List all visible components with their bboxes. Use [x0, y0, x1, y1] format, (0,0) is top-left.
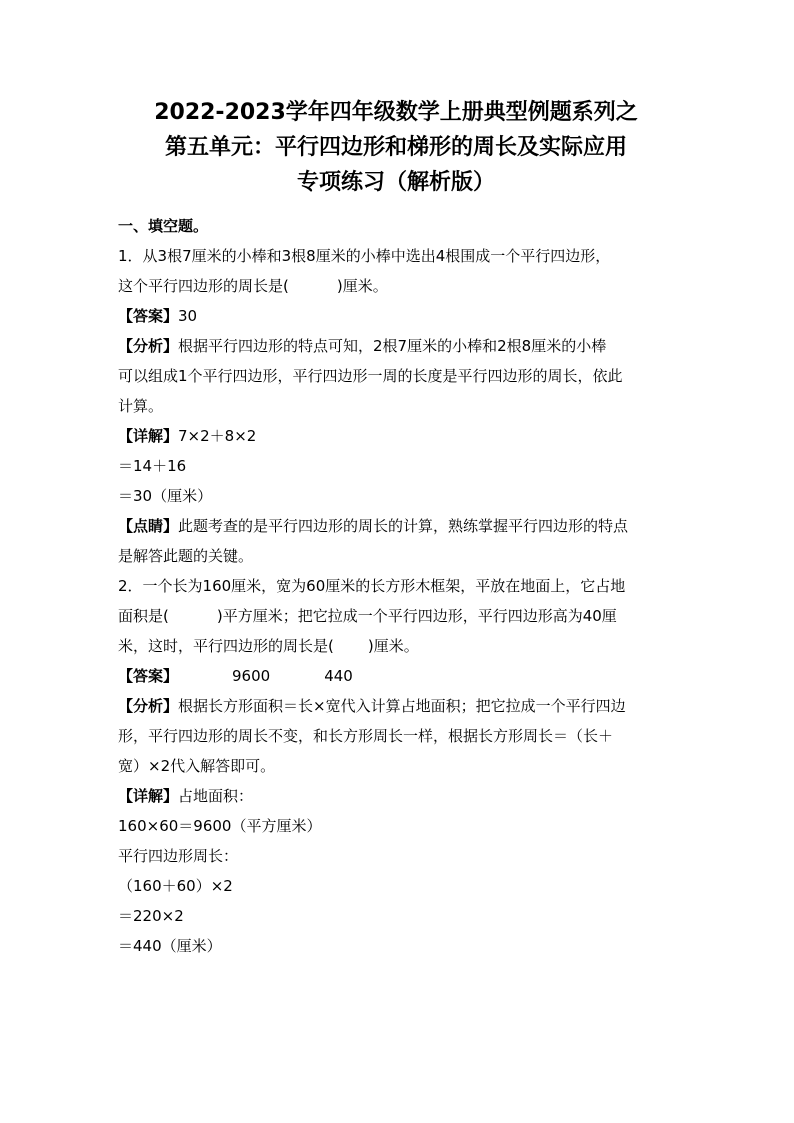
q2-question-text-d: )厘米。: [367, 637, 419, 655]
q2-detail-label-1: 占地面积：: [178, 787, 254, 805]
q2-answer: [118, 661, 674, 691]
q2-detail-line-5: ＝220×2: [118, 907, 184, 925]
q1-answer: [118, 301, 674, 331]
title-line-3: 专项练习（解析版）: [296, 170, 495, 195]
section-heading: 一、填空题。: [118, 217, 209, 235]
q1-analysis-text-1: 根据平行四边形的特点可知，2根7厘米的小棒和2根8厘米的小棒: [178, 337, 607, 355]
q1-detail-line-3: ＝30（厘米）: [118, 487, 213, 505]
q2-detail-line-1: [118, 781, 674, 811]
q1-point-line-1: [118, 511, 674, 541]
q2-detail-line-6: ＝440（厘米）: [118, 937, 222, 955]
q1-point-tag: 【点睛】: [118, 517, 179, 535]
q1-question-text-a: 这个平行四边形的周长是(: [118, 277, 289, 295]
q2-question-line-1: 2．一个长为160厘米，宽为60厘米的长方形木框架，平放在地面上，它占地: [118, 577, 626, 595]
q2-answer-value-2: 440: [324, 667, 353, 685]
q2-analysis-line-3: 宽）×2代入解答即可。: [118, 757, 276, 775]
q1-detail-tag: 【详解】: [118, 427, 179, 445]
q2-question-line-3: [118, 631, 674, 661]
q2-detail-line-2: 160×60＝9600（平方厘米）: [118, 817, 322, 835]
q1-detail-line-1: [118, 421, 674, 451]
q1-question-text-b: )厘米。: [336, 277, 388, 295]
q1-answer-value: 30: [178, 307, 198, 325]
q1-point-line-2: 是解答此题的关键。: [118, 547, 254, 565]
q2-answer-value-1: 9600: [232, 667, 271, 685]
q2-detail-line-3: 平行四边形周长：: [118, 847, 239, 865]
q1-point-text-1: 此题考查的是平行四边形的周长的计算，熟练掌握平行四边形的特点: [178, 517, 629, 535]
title-line-1: 2022-2023学年四年级数学上册典型例题系列之: [154, 100, 638, 125]
q2-answer-tag: 【答案】: [118, 667, 179, 685]
q2-question-line-2: [118, 601, 674, 631]
q1-question-line-2: [118, 271, 674, 301]
title-line-2: 第五单元：平行四边形和梯形的周长及实际应用: [164, 135, 627, 160]
q2-analysis-line-1: [118, 691, 674, 721]
q1-answer-tag: 【答案】: [118, 307, 179, 325]
q2-question-text-c: 米，这时，平行四边形的周长是(: [118, 637, 334, 655]
q1-detail-line-2: ＝14＋16: [118, 457, 187, 475]
q2-question-text-b: )平方厘米；把它拉成一个平行四边形，平行四边形高为40厘: [216, 607, 617, 625]
q2-analysis-line-2: 形，平行四边形的周长不变，和长方形周长一样，根据长方形周长＝（长＋: [118, 727, 614, 745]
q1-question-line-1: 1．从3根7厘米的小棒和3根8厘米的小棒中选出4根围成一个平行四边形，: [118, 247, 611, 265]
q1-analysis-line-1: [118, 331, 674, 361]
q2-detail-tag: 【详解】: [118, 787, 179, 805]
q1-analysis-tag: 【分析】: [118, 337, 179, 355]
q2-analysis-tag: 【分析】: [118, 697, 179, 715]
q2-detail-line-4: （160＋60）×2: [118, 877, 233, 895]
q1-detail-text-1: 7×2＋8×2: [178, 427, 257, 445]
q2-analysis-text-1: 根据长方形面积＝长×宽代入计算占地面积；把它拉成一个平行四边: [178, 697, 626, 715]
q1-analysis-line-3: 计算。: [118, 397, 164, 415]
q1-analysis-line-2: 可以组成1个平行四边形，平行四边形一周的长度是平行四边形的周长，依此: [118, 367, 623, 385]
q2-question-text-a: 面积是(: [118, 607, 169, 625]
